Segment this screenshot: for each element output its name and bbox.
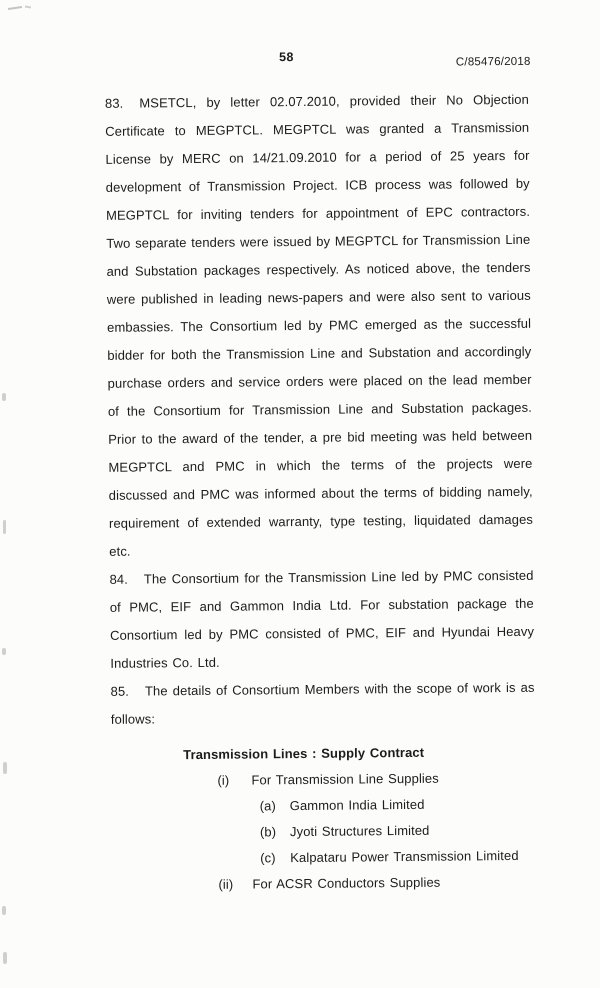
list-item-label: (a) <box>259 798 276 814</box>
list-subitem <box>260 843 536 872</box>
supply-contract-section <box>111 738 536 899</box>
list-item-text: For Transmission Line Supplies <box>251 770 439 788</box>
list-item-label: (ii) <box>218 876 234 892</box>
document-body <box>105 86 537 899</box>
list-item-text: For ACSR Conductors Supplies <box>252 874 441 892</box>
paragraph-number: 83. <box>104 95 124 111</box>
paragraph-number: 84. <box>109 571 128 587</box>
paragraph-text: The Consortium for the Transmission Line led by PMC consisted of PMC, EIF and Gammon India Ltd. For substation package the Consortium led by PMC consisted of PMC, EIF and Hyundai Heavy Industries Co. Ltd. <box>109 567 535 671</box>
paragraph-text: MSETCL, by letter 02.07.2010, provided their No Objection Certificate to MEGPTCL. MEGPTCL was granted a Transmission License by MERC on 14/21.09.2010 for a period of 25 years for development of Transmission Project. ICB process was followed by MEGPTCL for inviting tenders for appointment of EPC contractors. Two separate tenders were issued by MEGPTCL for Transmission Line and Substation packages respectively. As noticed above, the tenders were published in leading news-papers and were also sent to various embassies. The Consortium led by PMC emerged as the successful bidder for both the Transmission Line and Substation and accordingly purchase orders and service orders were placed on the lead member of the Consortium for Transmission Line and Substation packages. Prior to the award of the tender, a pre bid meeting was held between MEGPTCL and PMC in which the terms of the projects were discussed and PMC was informed about the terms of bidding namely, requirement of extended warranty, type testing, liquidated damages etc. <box>105 91 534 559</box>
paragraph-text: The details of Consortium Members with the scope of work is as follows: <box>110 679 535 727</box>
list-item <box>218 869 536 898</box>
paragraph-84 <box>109 562 534 678</box>
list-subitem <box>260 791 536 820</box>
page-number: 58 <box>278 50 295 65</box>
paragraph-83 <box>105 86 534 566</box>
list-item-text: Gammon India Limited <box>289 796 425 814</box>
list-item-text: Kalpataru Power Transmission Limited <box>290 847 519 866</box>
case-reference: C/85476/2018 <box>455 55 531 69</box>
list-item-label: (c) <box>260 850 276 866</box>
list-item <box>217 765 535 794</box>
paragraph-85 <box>110 674 535 734</box>
list-item-text: Jyoti Structures Limited <box>289 822 430 840</box>
list-item-label: (i) <box>217 772 230 788</box>
section-title: Transmission Lines : Supply Contract <box>183 744 425 763</box>
list-item-label: (b) <box>259 824 277 840</box>
paragraph-number: 85. <box>110 683 130 699</box>
list-subitem <box>260 817 536 846</box>
